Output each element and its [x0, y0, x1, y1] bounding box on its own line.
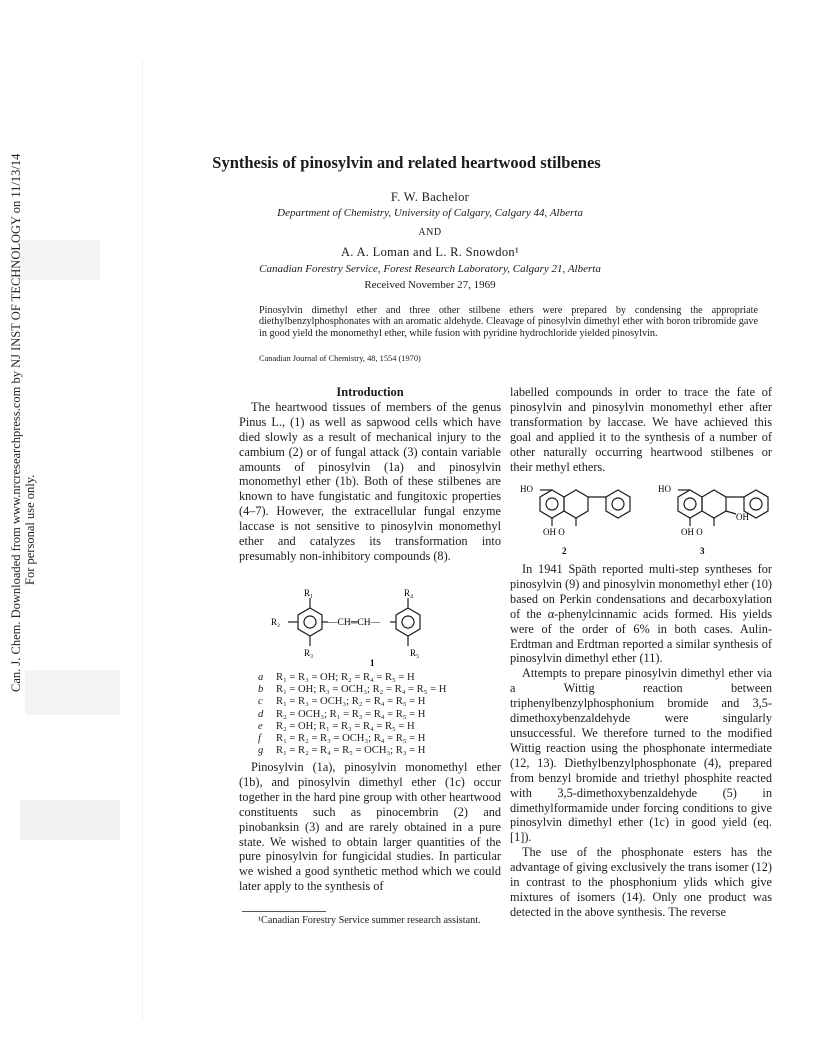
compound-row: e R₂ = OH; R₁ = R₃ = R₄ = R₅ = H [258, 720, 415, 732]
compound-row: b R₁ = OH; R₃ = OCH₃; R₂ = R₄ = R₅ = H [258, 684, 447, 696]
intro-paragraph-2: Pinosylvin (1a), pinosylvin monomethyl ether (1b), and pinosylvin dimethyl ether (1c) occur together in the hard pine group with other heartwood constituents such as pinocembrin (2) and pinobanksin (3) and are rarely obtained in a pure state. We wished to obtain larger quantities of the pure pinosylvin for fungicidal studies. In particular we wished a good synthetic method which we could later apply to the synthesis of [239, 760, 501, 894]
scan-artifact [20, 800, 120, 840]
r4-label: R₄ [404, 588, 414, 598]
margin-rule [142, 60, 143, 1020]
compound-number-2: 2 [562, 546, 567, 556]
compound-number-3: 3 [700, 546, 705, 556]
personal-use-notice: For personal use only. [23, 474, 37, 585]
compound-number-1: 1 [370, 658, 375, 668]
scan-artifact [25, 670, 120, 715]
ho-label-2: HO [520, 484, 533, 494]
oh-o-label-3: OH O [681, 527, 703, 537]
left-column-top [239, 385, 501, 564]
compound-row: c R₁ = R₃ = OCH₃; R₂ = R₄ = R₅ = H [258, 696, 426, 708]
r5-label: R₅ [410, 648, 420, 658]
oh-o-label-2: OH O [543, 527, 565, 537]
download-notice: Can. J. Chem. Downloaded from www.nrcresearchpress.com by NJ INST OF TECHNOLOGY on 11/13/14 [9, 153, 23, 692]
abstract: Pinosylvin dimethyl ether and three other stilbene ethers were prepared by condensing the appropriate diethylbenzylphosphonates with an aromatic aldehyde. Cleavage of pinosylvin dimethyl ether with boron tribromide gave in good yield the monomethyl ether, while fusion with pyridine hydrochloride yielded pinosylvin. [259, 305, 758, 339]
bridge-label: —CH═CH— [328, 618, 381, 628]
footnote: ¹Canadian Forestry Service summer research assistant. [258, 915, 481, 926]
footnote-rule [242, 911, 326, 912]
r2-label: R₂ [271, 617, 281, 627]
author-1: F. W. Bachelor [390, 190, 470, 204]
ho-label-3: HO [658, 484, 671, 494]
article-title: Synthesis of pinosylvin and related heartwood stilbenes [212, 153, 601, 172]
compound-list [258, 672, 508, 757]
citation: Canadian Journal of Chemistry, 48, 1554 (1970) [259, 354, 421, 363]
oh-label-3: OH [736, 512, 749, 522]
right-paragraph-2: In 1941 Späth reported multi-step syntheses for pinosylvin (9) and pinosylvin monomethyl ether (10) based on Perkin condensations and decarboxylation of the α-phenylcinnamic acids formed. His yields were of the order of 6% in both cases. Aulin-Erdtman and Erdtman reported a similar synthesis of pinosylvin dimethyl ether (11). [510, 562, 772, 666]
scan-artifact [20, 240, 100, 280]
section-heading-introduction: Introduction [336, 385, 404, 399]
affiliation-1: Department of Chemistry, University of Calgary, Calgary 44, Alberta [277, 207, 583, 219]
right-paragraph-4: The use of the phosphonate esters has the advantage of giving exclusively the trans isomer (12) in contrast to the phosphonium ylids which give mixtures of isomers (14). Only one product was detected in the above synthesis. The reverse [510, 845, 772, 919]
compound-row: a R₁ = R₃ = OH; R₂ = R₄ = R₅ = H [258, 672, 415, 683]
flavanone-structures [510, 478, 780, 558]
r1-label: R₁ [304, 588, 314, 598]
left-column-bottom [239, 760, 501, 894]
and-separator: AND [418, 227, 442, 238]
right-column-top [510, 385, 772, 474]
received-date: Received November 27, 1969 [364, 279, 496, 291]
compound-row: d R₂ = OCH₃; R₁ = R₃ = R₄ = R₅ = H [258, 708, 426, 720]
right-column-bottom [510, 562, 772, 920]
r3-label: R₃ [304, 648, 314, 658]
compound-row: f R₁ = R₂ = R₃ = OCH₃; R₄ = R₅ = H [258, 733, 426, 745]
stilbene-structure-1 [270, 588, 490, 668]
compound-row: g R₁ = R₂ = R₄ = R₅ = OCH₃; R₃ = H [258, 745, 426, 757]
affiliation-2: Canadian Forestry Service, Forest Research Laboratory, Calgary 21, Alberta [259, 263, 601, 275]
right-paragraph-1: labelled compounds in order to trace the fate of pinosylvin and pinosylvin monomethyl ether after transformation by laccase. We have achieved this goal and applied it to the synthesis of a number of other naturally occurring heartwood stilbenes or their methyl ethers. [510, 385, 772, 474]
right-paragraph-3: Attempts to prepare pinosylvin dimethyl ether via a Wittig reaction between triphenylbenzylphosphonium bromide and 3,5-dimethoxybenzaldehyde were singularly unsuccessful. We therefore turned to the modified Wittig reaction using the phosphonate intermediate (12, 13). Diethylbenzylphosphonate (4), prepared from benzyl bromide and triethyl phosphite reacted with 3,5-dimethoxybenzaldehyde (5) in dimethylformamide under forcing conditions to give pinosylvin dimethyl ether (1c) in good yield (eq. [1]). [510, 666, 772, 845]
intro-paragraph-1: The heartwood tissues of members of the genus Pinus L., (1) as well as sapwood cells which have died slowly as a result of mechanical injury to the cambium (2) or of fungal attack (3) contain variable amounts of pinosylvin (1a) and pinosylvin monomethyl ether (1b). Both of these stilbenes are known to have fungistatic and fungitoxic properties (4–7). However, the extracellular fungal enzyme laccase is not sensitive to pinosylvin monomethyl ether and catalyzes its transformation into presumably non-inhibitory compounds (8). [239, 399, 501, 563]
authors-2: A. A. Loman and L. R. Snowdon¹ [340, 245, 520, 259]
